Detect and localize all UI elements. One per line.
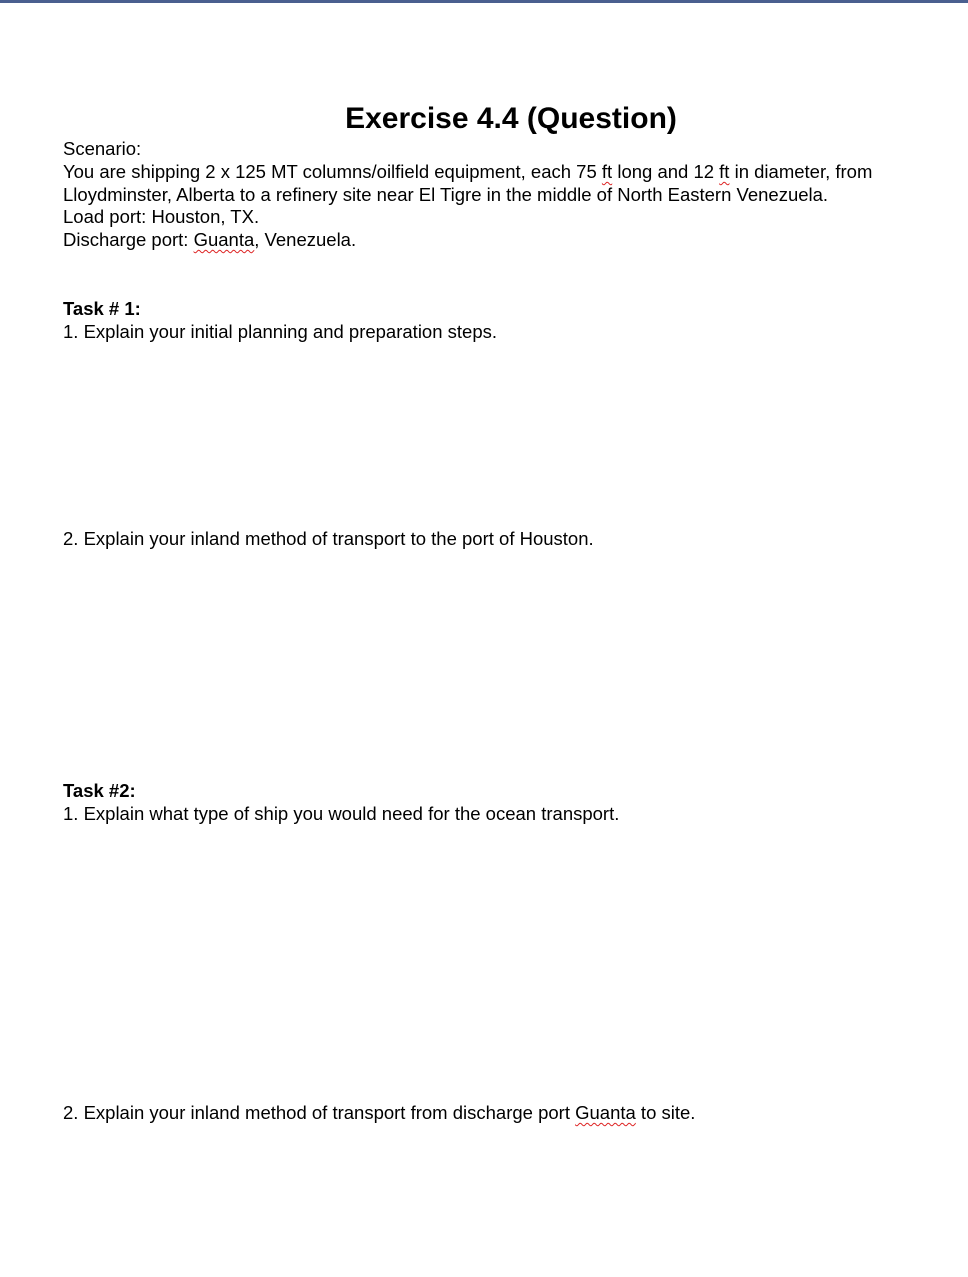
scenario-label: Scenario: — [63, 138, 142, 159]
scenario-line-1 — [63, 161, 872, 184]
task2-q2-text: to site. — [635, 1102, 696, 1123]
discharge-port-country: , Venezuela. — [254, 229, 357, 250]
task1-heading: Task # 1: — [63, 298, 141, 319]
misspelled-word[interactable]: Guanta — [193, 229, 255, 250]
scenario-text-part: in diameter, from — [729, 161, 873, 182]
task1-question-1: 1. Explain your initial planning and preparation steps. — [63, 321, 498, 342]
task2-q2-text: 2. Explain your inland method of transport from discharge port — [63, 1102, 576, 1123]
discharge-port-label: Discharge port: — [63, 229, 194, 250]
misspelled-word[interactable]: Guanta — [575, 1102, 636, 1123]
scenario-line-2: Lloydminster, Alberta to a refinery site near El Tigre in the middle of North Eastern Venezuela. — [63, 184, 829, 205]
task2-question-1: 1. Explain what type of ship you would need for the ocean transport. — [63, 803, 620, 824]
task1-question-2: 2. Explain your inland method of transport to the port of Houston. — [63, 528, 594, 549]
scenario-text-part: long and 12 — [612, 161, 720, 182]
task2-question-2 — [63, 1102, 695, 1125]
misspelled-word[interactable]: ft — [601, 161, 613, 182]
document-title: Exercise 4.4 (Question) — [345, 102, 677, 135]
page-top-border — [0, 0, 968, 3]
discharge-port — [63, 229, 356, 252]
misspelled-word[interactable]: ft — [719, 161, 730, 182]
load-port: Load port: Houston, TX. — [63, 206, 260, 227]
scenario-text-part: You are shipping 2 x 125 MT columns/oilfield equipment, each 75 — [63, 161, 602, 182]
task2-heading: Task #2: — [63, 780, 136, 801]
